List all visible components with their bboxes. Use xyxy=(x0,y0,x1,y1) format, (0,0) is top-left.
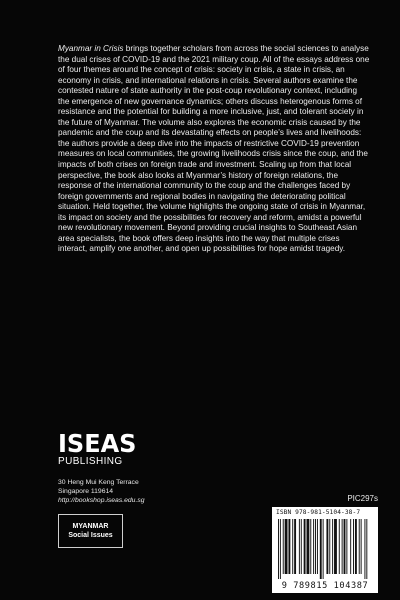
logo-wordmark: ISEAS xyxy=(58,428,137,459)
back-cover-blurb xyxy=(58,44,370,255)
barcode-digits: 9 789815 104387 xyxy=(281,581,369,591)
barcode-bar xyxy=(332,519,333,574)
barcode-bar xyxy=(315,519,316,574)
barcode-bar xyxy=(301,519,302,574)
barcode-bar xyxy=(342,519,343,574)
barcode-bar xyxy=(361,519,362,574)
logo-subtitle: PUBLISHING xyxy=(58,456,123,467)
barcode-bar xyxy=(304,519,306,574)
category-line-2: Social Issues xyxy=(68,532,113,539)
barcode-bar xyxy=(278,519,279,579)
address-line-1: 30 Heng Mui Keng Terrace xyxy=(58,479,139,486)
isbn-barcode xyxy=(272,507,378,593)
book-title-italic: Myanmar in Crisis xyxy=(58,44,124,53)
barcode-bar xyxy=(317,519,318,574)
barcode-bar xyxy=(280,519,281,579)
barcode-bar xyxy=(310,519,311,574)
iseas-logo xyxy=(58,428,208,468)
barcode-bar xyxy=(285,519,288,574)
barcode-bar xyxy=(323,519,324,579)
price-code: PIC297s xyxy=(347,494,378,503)
barcode-area xyxy=(272,494,378,593)
barcode-bar xyxy=(359,519,360,574)
barcode-bar xyxy=(353,519,354,574)
barcode-bar xyxy=(350,519,351,574)
barcode-bars xyxy=(276,519,374,579)
barcode-bar xyxy=(334,519,337,574)
barcode-bar xyxy=(344,519,346,574)
address-line-2: Singapore 119614 xyxy=(58,488,114,495)
publisher-url: http://bookshop.iseas.edu.sg xyxy=(58,497,145,504)
blurb-text: brings together scholars from across the social sciences to analyse the dual crises of COVID-19 and the 2021 military coup. All of the essays address one of four themes around the concept of crisis: society in crisis, a state in crisis, an economy in crisis, and international relations in crisis. Several authors examine the contested nature of state authority in the post-coup revolutionary context, including the emergence of new governance dynamics; others discuss heterogenous forms of resistance and the potential for building a more inclusive, just, and tolerant society in the future of Myanmar. The volume also explores the economic crisis caused by the pandemic and the coup and its devastating effects on people’s lives and livelihoods: the authors provide a deep dive into the impacts of restrictive COVID-19 prevention measures on local communities, the growing livelihoods crisis since the coup, and the impacts of both crises on foreign trade and investment. Scaling up from that local perspective, the book also looks at Myanmar’s history of foreign relations, the response of the international community to the coup and the challenges faced by foreign governments and regional bodies in navigating the deteriorating political situation. Held together, the volume highlights the ongoing state of crisis in Myanmar, its impact on society and the possibilities for recovery and reform, amidst a powerful new revolutionary movement. Beyond providing crucial insights to Southeast Asian area specialists, the book offers deep insights into the way that multiple crises interact, amplify one another, and open up possibilities for hope amidst tragedy. xyxy=(58,44,370,254)
publisher-address xyxy=(58,478,145,505)
category-line-1: MYANMAR xyxy=(72,522,109,530)
barcode-bar xyxy=(299,519,300,574)
barcode-bar xyxy=(366,519,367,579)
barcode-bar xyxy=(294,519,296,574)
barcode-bar xyxy=(326,519,328,574)
barcode-bar xyxy=(339,519,340,574)
isbn-text: ISBN 978-981-5104-38-7 xyxy=(276,509,361,516)
barcode-bar xyxy=(283,519,284,574)
barcode-bar xyxy=(329,519,330,574)
barcode-bar xyxy=(313,519,314,574)
subject-category-box xyxy=(58,514,123,548)
barcode-bar xyxy=(355,519,357,574)
barcode-bar xyxy=(292,519,293,574)
publisher-logo xyxy=(58,428,208,468)
barcode-bar xyxy=(364,519,365,579)
barcode-bar xyxy=(288,519,290,574)
barcode-bar xyxy=(307,519,310,574)
barcode-bar xyxy=(320,519,322,579)
barcode-bar xyxy=(346,519,347,574)
